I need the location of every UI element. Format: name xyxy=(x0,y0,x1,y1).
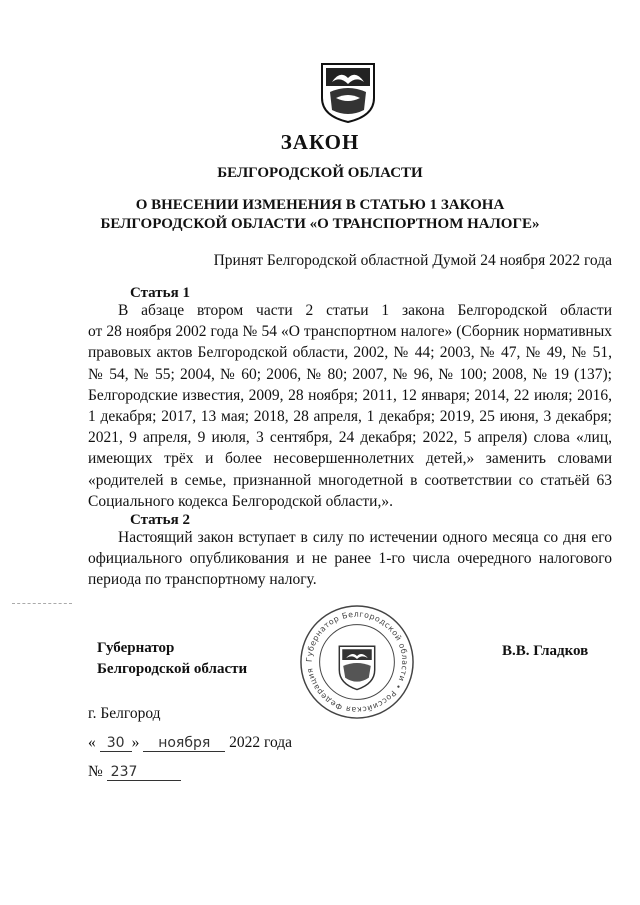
text-line: Настоящий закон вступает в силу по истечении одного месяца со дня его xyxy=(118,529,612,546)
article-1-title: Статья 1 xyxy=(130,285,190,301)
article-1-text xyxy=(88,300,612,512)
signatory-role xyxy=(97,638,247,680)
document-title: ЗАКОН xyxy=(280,130,360,154)
date-day: 30 xyxy=(100,736,132,752)
date-year: 2022 года xyxy=(229,734,293,751)
article-2-text xyxy=(88,527,612,591)
date-month: ноября xyxy=(143,736,225,752)
document-subject xyxy=(0,196,640,234)
text-line: 1 декабря; 2017, 13 мая; 2018, 28 апреля, 1 декабря; 2019, 25 июня, 3 декабря; xyxy=(88,407,612,425)
svg-text:Губернатор Белгородской област xyxy=(305,610,410,715)
text-line: правовых актов Белгородской области, 2002, № 44; 2003, № 47, № 49, № 51, xyxy=(88,344,612,362)
document-number xyxy=(88,763,181,781)
role-line: Белгородской области xyxy=(97,661,248,677)
text-line: № 54, № 55; 2004, № 60; 2006, № 80; 2007, № 96, № 100; 2008, № 19 (137); xyxy=(88,365,612,383)
adoption-note: Принят Белгородской областной Думой 24 ноября 2022 года xyxy=(213,252,612,269)
text-line: Белгородские известия, 2009, 28 ноября; 2011, 12 января; 2014, 22 июля; 2016, xyxy=(88,386,612,404)
margin-mark xyxy=(12,603,72,604)
subject-line: БЕЛГОРОДСКОЙ ОБЛАСТИ «О ТРАНСПОРТНОМ НАЛОГЕ» xyxy=(100,216,540,232)
document-region: БЕЛГОРОДСКОЙ ОБЛАСТИ xyxy=(217,165,423,181)
official-seal-icon xyxy=(298,603,416,721)
city: г. Белгород xyxy=(88,705,161,722)
text-line: В абзаце втором части 2 статьи 1 закона Белгородской области xyxy=(118,302,612,319)
signing-date xyxy=(88,734,292,752)
subject-line: О ВНЕСЕНИИ ИЗМЕНЕНИЯ В СТАТЬЮ 1 ЗАКОНА xyxy=(135,197,505,213)
text-line: «родителей в семье, признанной многодетной в соответствии со статьёй 63 xyxy=(88,471,612,489)
number-value: 237 xyxy=(107,765,181,781)
text-line: 2021, 9 апреля, 9 июля, 3 сентября, 24 декабря; 2022, 5 апреля) слова «лиц, xyxy=(88,429,612,447)
role-line: Губернатор xyxy=(97,640,175,656)
seal-ring-text: Губернатор Белгородской области • Российская Федерация xyxy=(304,609,410,715)
text-line: Социального кодекса Белгородской области,». xyxy=(88,492,393,510)
signatory-name: В.В. Гладков xyxy=(502,643,589,659)
text-line: официального опубликования и не ранее 1-го числа очередного налогового xyxy=(88,550,612,568)
date-quote: « xyxy=(88,734,96,751)
text-line: от 28 ноября 2002 года № 54 «О транспортном налоге» (Сборник нормативных xyxy=(88,323,612,341)
region-emblem-icon xyxy=(320,62,376,124)
date-quote: » xyxy=(131,734,140,751)
text-line: периода по транспортному налогу. xyxy=(88,571,317,589)
number-sign: № xyxy=(88,763,103,780)
article-2-title: Статья 2 xyxy=(130,512,190,528)
text-line: имеющих трёх и более несовершеннолетних детей,» заменить словами xyxy=(88,450,612,468)
